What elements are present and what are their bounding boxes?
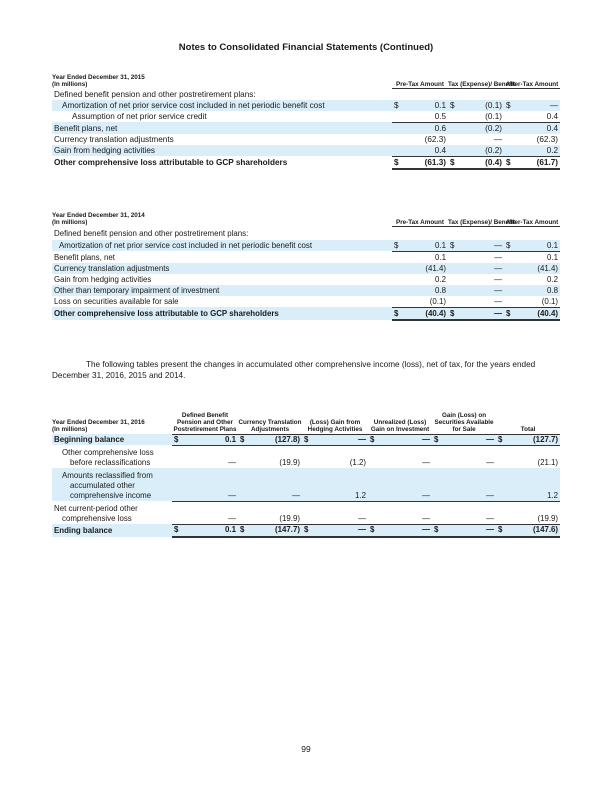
- body-paragraph: The following tables present the changes in accumulated other comprehensive income (loss), net of tax, for the years ended December 31, 2016, 2015 and 2014.: [52, 360, 536, 380]
- cell-value: (62.3): [536, 134, 559, 144]
- units-label: (In millions): [52, 425, 88, 433]
- cell-value: 0.1: [514, 251, 560, 263]
- cell-value: —: [442, 468, 496, 501]
- cell-value: 0.8: [402, 285, 448, 296]
- cell-value: 0.2: [514, 145, 560, 157]
- cell-value: (0.1): [402, 296, 448, 308]
- currency-symbol: $: [172, 524, 182, 537]
- cell-value: (0.1): [514, 296, 560, 308]
- cell-value: 0.1: [402, 251, 448, 263]
- cell-value: —: [458, 240, 504, 252]
- total-row: [52, 156, 560, 169]
- table-row: [52, 145, 560, 157]
- cell-value: (0.1): [458, 100, 504, 111]
- column-header-total: Total: [496, 412, 560, 434]
- cell-value: (19.9): [279, 458, 301, 468]
- row-label: Amounts reclassified from accumulated other comprehensive income: [52, 468, 172, 501]
- cell-value: —: [514, 100, 560, 111]
- cell-value: (0.4): [458, 156, 504, 169]
- table-row: [52, 100, 560, 111]
- row-label: Amortization of net prior service cost included in net periodic benefit cost: [52, 240, 392, 252]
- cell-value: 0.1: [182, 434, 238, 445]
- cell-value: (0.2): [458, 122, 504, 134]
- column-header-tax: Tax (Expense)/ Benefit: [448, 212, 504, 226]
- currency-symbol: $: [496, 524, 506, 537]
- cell-value: (62.3): [424, 134, 446, 144]
- row-label: Loss on securities available for sale: [54, 297, 179, 307]
- cell-value: (0.1): [458, 111, 504, 123]
- total-row: [52, 524, 560, 537]
- cell-value: (127.7): [506, 434, 560, 445]
- column-header-hedging: (Loss) Gain from Hedging Activities: [302, 412, 368, 434]
- year-label: Year Ended December 31, 2014: [52, 212, 145, 219]
- cell-value: 0.4: [402, 145, 448, 157]
- currency-symbol: $: [238, 524, 248, 537]
- currency-symbol: $: [504, 156, 514, 169]
- row-label: Other comprehensive loss attributable to GCP shareholders: [54, 158, 288, 168]
- column-header-investment: Unrealized (Loss) Gain on Investment: [368, 412, 432, 434]
- units-label: (In millions): [52, 81, 88, 89]
- table-row: [52, 296, 560, 308]
- year-label: Year Ended December 31, 2016: [52, 418, 145, 426]
- cell-value: —: [378, 434, 432, 445]
- row-label: Beginning balance: [52, 434, 172, 445]
- cell-value: (61.7): [514, 156, 560, 169]
- cell-value: 0.5: [402, 111, 448, 123]
- cell-value: 0.1: [182, 524, 238, 537]
- cell-value: (19.9): [248, 501, 302, 524]
- cell-value: (41.4): [514, 263, 560, 274]
- cell-value: —: [494, 274, 503, 284]
- currency-symbol: $: [172, 434, 182, 445]
- cell-value: (40.4): [514, 307, 560, 320]
- row-label: Benefit plans, net: [52, 122, 392, 134]
- cell-value: —: [228, 458, 236, 468]
- currency-symbol: $: [448, 156, 458, 169]
- row-label: Ending balance: [52, 524, 172, 537]
- cell-value: 0.6: [402, 122, 448, 134]
- row-label: Currency translation adjustments: [52, 263, 392, 274]
- currency-symbol: $: [238, 434, 248, 445]
- row-label: Other comprehensive loss before reclassifications: [62, 448, 154, 468]
- row-label: Net current-period other comprehensive loss: [54, 504, 138, 524]
- row-label: Currency translation adjustments: [54, 134, 174, 144]
- section-label: Defined benefit pension and other postretirement plans:: [54, 228, 249, 238]
- cell-value: —: [378, 468, 432, 501]
- row-label: Amortization of net prior service cost included in net periodic benefit cost: [52, 100, 392, 111]
- cell-value: —: [182, 501, 238, 524]
- cell-value: —: [378, 524, 432, 537]
- currency-symbol: $: [392, 307, 402, 320]
- table-2016: [52, 412, 560, 538]
- table-row: [52, 274, 560, 285]
- cell-value: —: [312, 524, 368, 537]
- currency-symbol: $: [504, 240, 514, 252]
- cell-value: —: [442, 434, 496, 445]
- cell-value: (21.1): [537, 458, 559, 468]
- cell-value: —: [458, 263, 504, 274]
- cell-value: —: [248, 468, 302, 501]
- cell-value: 0.4: [514, 111, 560, 123]
- column-header-pre-tax: Pre-Tax Amount: [392, 74, 448, 88]
- cell-value: 1.2: [506, 468, 560, 501]
- units-label: (In millions): [52, 219, 88, 227]
- table-row: [52, 134, 560, 145]
- currency-symbol: $: [392, 240, 402, 252]
- row-label: Assumption of net prior service credit: [72, 112, 207, 122]
- cell-value: —: [378, 501, 432, 524]
- column-header-tax: Tax (Expense)/ Benefit: [448, 74, 504, 88]
- cell-value: (147.6): [506, 524, 560, 537]
- currency-symbol: $: [448, 307, 458, 320]
- column-header-after-tax: After-Tax Amount: [504, 212, 560, 226]
- cell-value: (0.2): [458, 145, 504, 157]
- cell-value: —: [422, 458, 431, 468]
- column-header-currency: Currency Translation Adjustments: [238, 412, 302, 434]
- currency-symbol: $: [504, 100, 514, 111]
- cell-value: —: [182, 468, 238, 501]
- column-header-securities: Gain (Loss) on Securities Available for Sale: [432, 412, 496, 434]
- currency-symbol: $: [448, 100, 458, 111]
- cell-value: (41.4): [402, 263, 448, 274]
- total-row: [52, 307, 560, 320]
- cell-value: —: [442, 501, 496, 524]
- cell-value: 0.2: [435, 274, 446, 284]
- page-number: 99: [301, 744, 311, 754]
- table-row: [52, 468, 560, 501]
- column-header-after-tax: After-Tax Amount: [504, 74, 560, 88]
- row-label: Other comprehensive loss attributable to GCP shareholders: [52, 307, 392, 320]
- cell-value: 0.1: [514, 240, 560, 252]
- cell-value: —: [458, 251, 504, 263]
- column-header-pre-tax: Pre-Tax Amount: [392, 212, 448, 226]
- currency-symbol: $: [432, 524, 442, 537]
- cell-value: (19.9): [506, 501, 560, 524]
- currency-symbol: $: [448, 240, 458, 252]
- table-row: [52, 251, 560, 263]
- cell-value: (40.4): [402, 307, 448, 320]
- currency-symbol: $: [368, 434, 378, 445]
- table-row: [52, 111, 560, 123]
- cell-value: —: [458, 285, 504, 296]
- section-label: Defined benefit pension and other postretirement plans:: [54, 89, 256, 99]
- cell-value: 1.2: [312, 468, 368, 501]
- table-row: [52, 285, 560, 296]
- cell-value: 0.1: [402, 100, 448, 111]
- cell-value: (127.8): [248, 434, 302, 445]
- cell-value: 0.2: [547, 274, 559, 284]
- column-header-pension: Defined Benefit Pension and Other Postretirement Plans: [173, 412, 237, 434]
- row-label: Benefit plans, net: [54, 252, 115, 262]
- table-row: [52, 263, 560, 274]
- cell-value: (61.3): [402, 156, 448, 169]
- cell-value: 0.8: [514, 285, 560, 296]
- cell-value: 0.4: [514, 122, 560, 134]
- cell-value: —: [312, 501, 368, 524]
- currency-symbol: $: [496, 434, 506, 445]
- cell-value: —: [442, 524, 496, 537]
- cell-value: —: [486, 458, 495, 468]
- table-row: [52, 501, 560, 524]
- cell-value: 0.1: [402, 240, 448, 252]
- row-label: Other than temporary impairment of investment: [52, 285, 392, 296]
- row-label: Gain from hedging activities: [52, 145, 392, 157]
- year-units-label: [52, 412, 172, 434]
- table-row: [52, 434, 560, 445]
- table-row: [52, 240, 560, 252]
- cell-value: —: [493, 134, 503, 144]
- currency-symbol: $: [504, 307, 514, 320]
- currency-symbol: $: [392, 156, 402, 169]
- cell-value: —: [458, 307, 504, 320]
- cell-value: —: [458, 296, 504, 308]
- table-row: [52, 445, 560, 468]
- cell-value: (147.7): [248, 524, 302, 537]
- table-2014: [52, 212, 560, 321]
- cell-value: —: [312, 434, 368, 445]
- row-label: Gain from hedging activities: [54, 274, 152, 284]
- currency-symbol: $: [392, 100, 402, 111]
- currency-symbol: $: [368, 524, 378, 537]
- page-title: Notes to Consolidated Financial Statements (Continued): [178, 42, 434, 53]
- table-2015: [52, 74, 560, 170]
- year-label: Year Ended December 31, 2015: [52, 74, 145, 81]
- currency-symbol: $: [302, 434, 312, 445]
- table-row: [52, 122, 560, 134]
- cell-value: (1.2): [349, 458, 367, 468]
- currency-symbol: $: [302, 524, 312, 537]
- currency-symbol: $: [432, 434, 442, 445]
